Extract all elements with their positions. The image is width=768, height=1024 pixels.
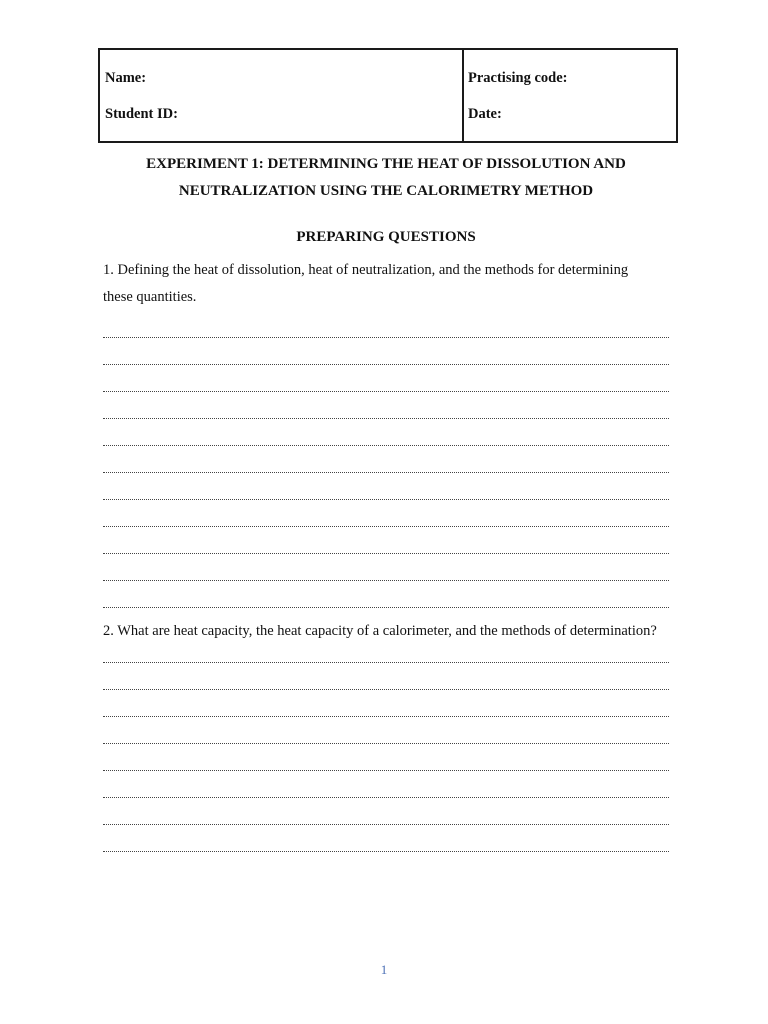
answer-line [103,445,669,446]
answer-line [103,391,669,392]
answer-line [103,716,669,717]
answer-line [103,526,669,527]
answer-line [103,580,669,581]
question-1-line-1: 1. Defining the heat of dissolution, heat of neutralization, and the methods for determining [103,262,629,278]
date-label: Date: [468,106,502,122]
question-1-line-2: these quantities. [103,289,197,305]
answer-line [103,364,669,365]
answer-line [103,770,669,771]
answer-line [103,824,669,825]
name-label: Name: [105,70,147,86]
answer-line [103,337,669,338]
answer-line [103,607,669,608]
answer-line [103,797,669,798]
student-id-label: Student ID: [105,106,178,122]
experiment-title-line-1: EXPERIMENT 1: DETERMINING THE HEAT OF DISSOLUTION AND [146,156,626,172]
answer-line [103,851,669,852]
answer-line [103,499,669,500]
question-2-line-1: 2. What are heat capacity, the heat capacity of a calorimeter, and the methods of determination? [103,623,657,639]
practising-code-label: Practising code: [468,70,568,86]
section-heading: PREPARING QUESTIONS [296,229,476,245]
answer-line [103,553,669,554]
answer-line [103,662,669,663]
table-column-divider [462,50,464,141]
page-number: 1 [380,962,388,977]
student-info-table [98,48,678,143]
answer-line [103,418,669,419]
answer-line [103,472,669,473]
answer-line [103,743,669,744]
answer-line [103,689,669,690]
experiment-title-line-2: NEUTRALIZATION USING THE CALORIMETRY METHOD [178,183,594,199]
